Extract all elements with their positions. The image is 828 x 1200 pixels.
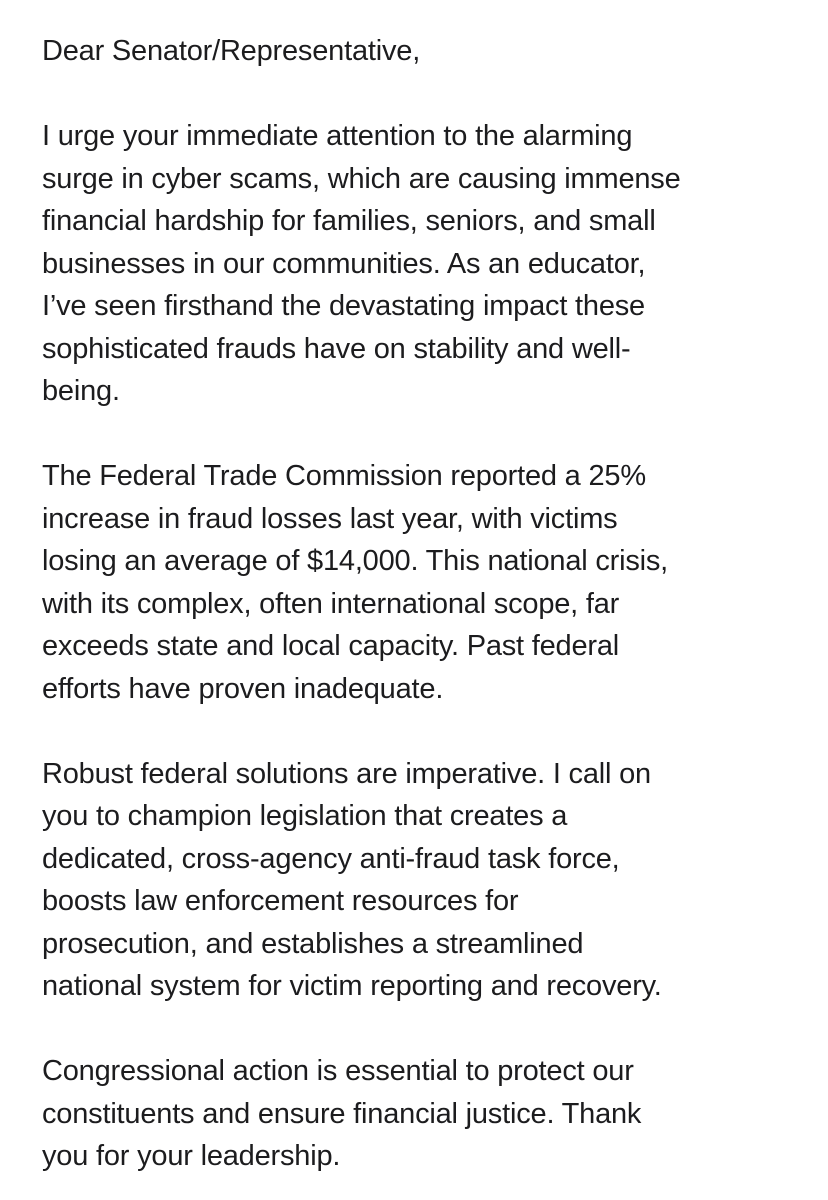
paragraph-line: I’ve seen firsthand the devastating impact these (42, 290, 645, 322)
paragraph-3 (42, 753, 802, 1008)
paragraph-line: with its complex, often international scope, far (42, 587, 620, 620)
paragraph-line: you for your leadership. (42, 1140, 341, 1172)
letter-body (42, 30, 802, 1178)
paragraph-line: The Federal Trade Commission reported a 25% (42, 460, 646, 492)
paragraph-1 (42, 115, 802, 413)
paragraph-line: surge in cyber scams, which are causing immense (42, 162, 681, 195)
paragraph-line: you to champion legislation that creates a (42, 800, 568, 832)
paragraph-line: Robust federal solutions are imperative. I call on (42, 757, 651, 790)
paragraph-4 (42, 1050, 802, 1178)
paragraph-2 (42, 455, 802, 710)
paragraph-line: exceeds state and local capacity. Past federal (42, 630, 620, 662)
paragraph-line: increase in fraud losses last year, with victims (42, 502, 618, 535)
paragraph-line: boosts law enforcement resources for (42, 885, 519, 917)
paragraph-line: Congressional action is essential to protect our (42, 1055, 634, 1087)
paragraph-line: dedicated, cross-agency anti-fraud task force, (42, 842, 620, 875)
paragraph-line: national system for victim reporting and recovery. (42, 970, 662, 1002)
paragraph-line: being. (42, 375, 120, 407)
paragraph-line: prosecution, and establishes a streamlined (42, 927, 584, 960)
paragraph-line: sophisticated frauds have on stability and well- (42, 332, 631, 365)
paragraph-line: losing an average of $14,000. This national crisis, (42, 545, 669, 577)
paragraph-line: financial hardship for families, seniors, and small (42, 205, 656, 237)
paragraph-line: I urge your immediate attention to the alarming (42, 120, 633, 152)
paragraph-line: constituents and ensure financial justice. Thank (42, 1097, 642, 1130)
salutation: Dear Senator/Representative, (42, 35, 421, 67)
paragraph-line: efforts have proven inadequate. (42, 672, 444, 705)
paragraph-line: businesses in our communities. As an educator, (42, 247, 646, 280)
